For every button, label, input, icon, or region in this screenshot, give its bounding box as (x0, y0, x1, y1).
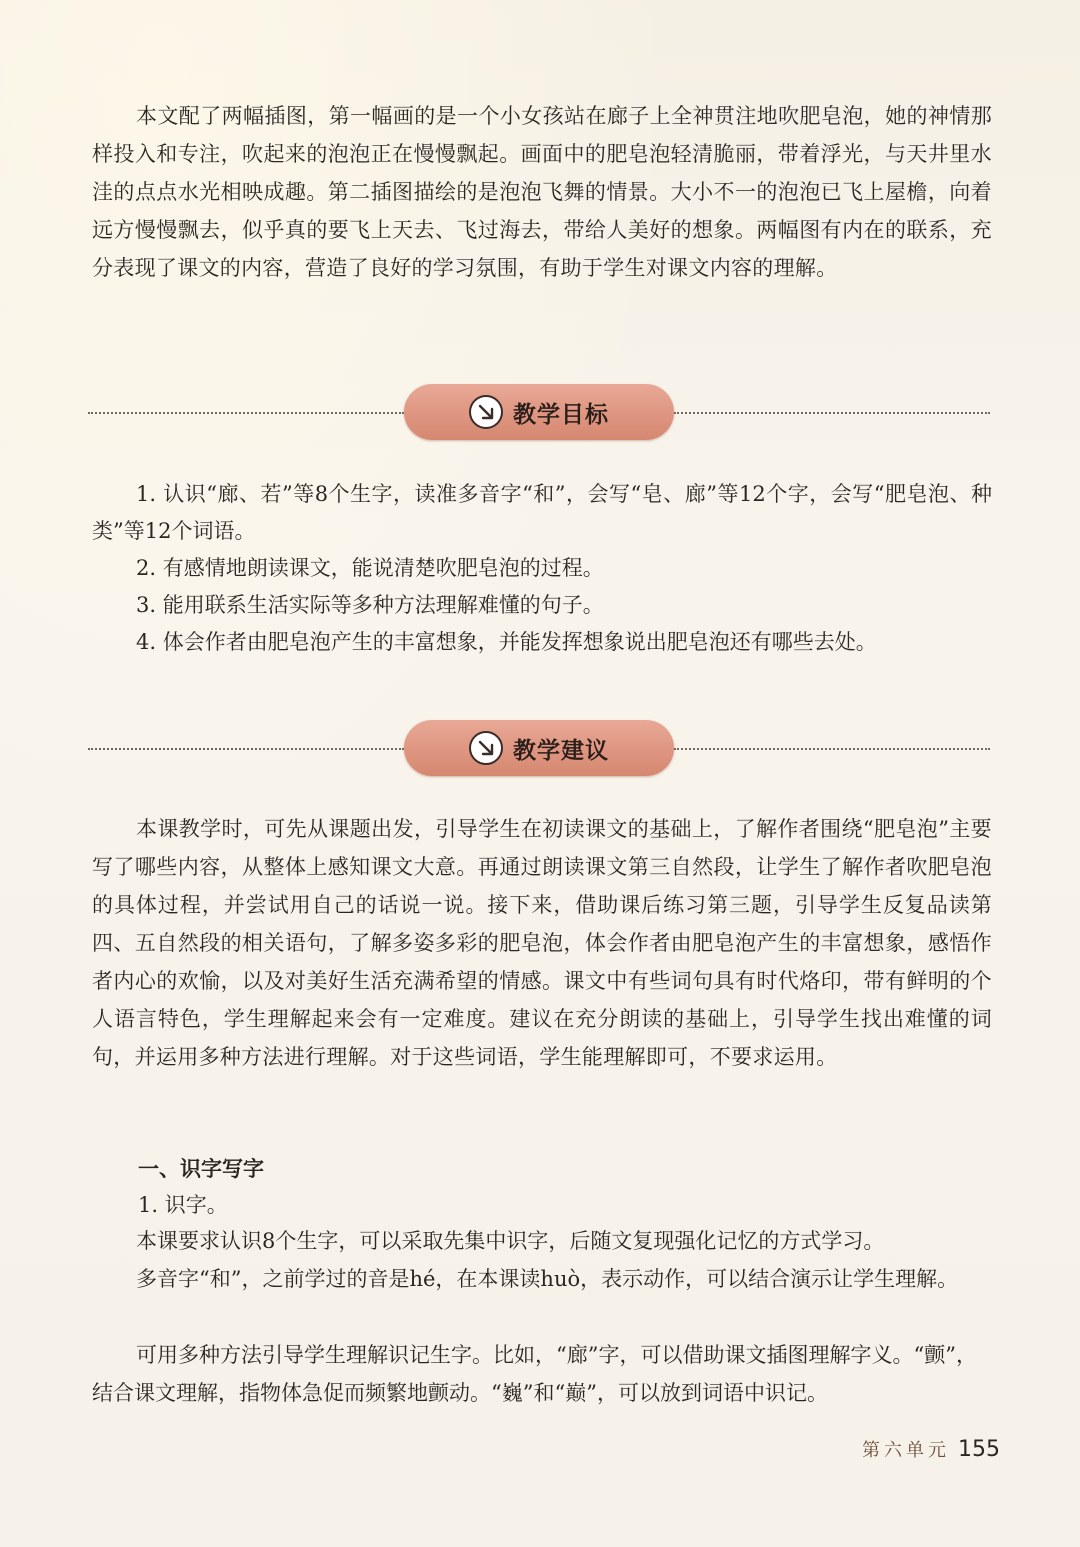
arrow-down-right-circle-icon (469, 731, 503, 765)
literacy-paragraph: 多音字“和”，之前学过的音是hé，在本课读huò，表示动作，可以结合演示让学生理解。 (136, 1267, 959, 1291)
dotted-divider-left (88, 748, 404, 750)
intro-paragraph: 本文配了两幅插图，第一幅画的是一个小女孩站在廊子上全神贯注地吹肥皂泡，她的神情那样投入和专注，吹起来的泡泡正在慢慢飘起。画面中的肥皂泡轻清脆丽，带着浮光，与天井里水洼的点点水光相映成趣。第二插图描绘的是泡泡飞舞的情景。大小不一的泡泡已飞上屋檐，向着远方慢慢飘去，似乎真的要飞上天去、飞过海去，带给人美好的想象。两幅图有内在的联系，充分表现了课文的内容，营造了良好的学习氛围，有助于学生对课文内容的理解。 (92, 104, 992, 280)
arrow-down-right-circle-icon (469, 395, 503, 429)
section-title: 教学建议 (513, 737, 609, 764)
page-footer (862, 1436, 1000, 1462)
section-header-goals (88, 384, 990, 442)
section-pill-goals (404, 384, 674, 440)
literacy-paragraph: 本课要求认识8个生字，可以采取先集中识字，后随文复现强化记忆的方式学习。 (136, 1229, 885, 1253)
page-number: 155 (958, 1437, 1000, 1462)
literacy-subheading: 1. 识字。 (138, 1193, 228, 1217)
literacy-heading: 一、识字写字 (138, 1157, 264, 1181)
section-header-advice (88, 720, 990, 778)
dotted-divider-left (88, 412, 404, 414)
goal-item: 1. 认识“廊、若”等8个生字，读准多音字“和”，会写“皂、廊”等12个字，会写“肥皂泡、种类”等12个词语。 (92, 482, 992, 543)
goals-list (92, 476, 992, 661)
dotted-divider-right (674, 748, 990, 750)
advice-paragraph: 本课教学时，可先从课题出发，引导学生在初读课文的基础上，了解作者围绕“肥皂泡”主要写了哪些内容，从整体上感知课文大意。再通过朗读课文第三自然段，让学生了解作者吹肥皂泡的具体过程，并尝试用自己的话说一说。接下来，借助课后练习第三题，引导学生反复品读第四、五自然段的相关语句，了解多姿多彩的肥皂泡，体会作者由肥皂泡产生的丰富想象，感悟作者内心的欢愉，以及对美好生活充满希望的情感。课文中有些词句具有时代烙印，带有鲜明的个人语言特色，学生理解起来会有一定难度。建议在充分朗读的基础上，引导学生找出难懂的词句，并运用多种方法进行理解。对于这些词语，学生能理解即可，不要求运用。 (92, 817, 992, 1069)
dotted-divider-right (674, 412, 990, 414)
goal-item: 3. 能用联系生活实际等多种方法理解难懂的句子。 (136, 593, 604, 617)
section-title: 教学目标 (513, 401, 609, 428)
section-pill-advice (404, 720, 674, 776)
goal-item: 4. 体会作者由肥皂泡产生的丰富想象，并能发挥想象说出肥皂泡还有哪些去处。 (136, 630, 877, 654)
goal-item: 2. 有感情地朗读课文，能说清楚吹肥皂泡的过程。 (136, 556, 604, 580)
literacy-paragraph: 可用多种方法引导学生理解识记生字。比如，“廊”字，可以借助课文插图理解字义。“颤”，结合课文理解，指物体急促而频繁地颤动。“巍”和“巅”，可以放到词语中识记。 (92, 1343, 977, 1405)
unit-label: 第六单元 (862, 1440, 950, 1461)
